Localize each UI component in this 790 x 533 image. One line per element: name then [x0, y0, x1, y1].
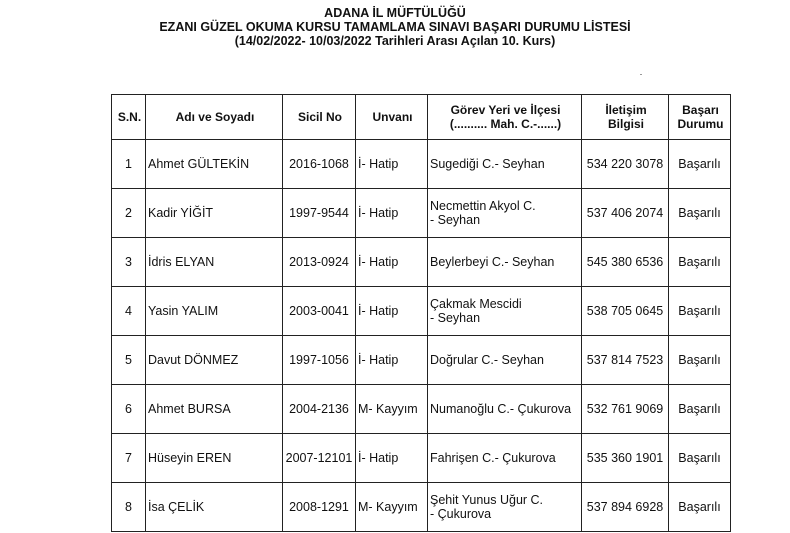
header-subtitle: EZANI GÜZEL OKUMA KURSU TAMAMLAMA SINAVI BAŞARI DURUMU LİSTESİ: [159, 20, 631, 34]
cell-sicil: 2007-12101: [283, 434, 356, 483]
cell-unvan: İ- Hatip: [356, 336, 428, 385]
table-body: [112, 140, 731, 532]
table-row: [112, 238, 731, 287]
cell-name: Yasin YALIM: [146, 287, 283, 336]
cell-iletisim: 535 360 1901: [582, 434, 669, 483]
table-row: [112, 287, 731, 336]
cell-durum: Başarılı: [669, 287, 731, 336]
header-date-range: (14/02/2022- 10/03/2022 Tarihleri Arası Açılan 10. Kurs): [234, 34, 556, 48]
cell-iletisim: 532 761 9069: [582, 385, 669, 434]
cell-unvan: İ- Hatip: [356, 189, 428, 238]
table-row: [112, 385, 731, 434]
col-sn-header: S.N.: [112, 95, 146, 140]
cell-iletisim: 537 814 7523: [582, 336, 669, 385]
cell-sn: 2: [112, 189, 146, 238]
cell-durum: Başarılı: [669, 385, 731, 434]
table-row: [112, 434, 731, 483]
cell-sn: 4: [112, 287, 146, 336]
col-durum-header: Başarı Durumu: [669, 95, 731, 140]
cell-sicil: 2004-2136: [283, 385, 356, 434]
cell-name: İsa ÇELİK: [146, 483, 283, 532]
cell-durum: Başarılı: [669, 336, 731, 385]
cell-unvan: M- Kayyım: [356, 483, 428, 532]
cell-sn: 7: [112, 434, 146, 483]
cell-gorev: Sugediği C.- Seyhan: [428, 140, 582, 189]
col-name-header: Adı ve Soyadı: [146, 95, 283, 140]
col-unvan-header: Unvanı: [356, 95, 428, 140]
scan-speck: [640, 74, 642, 75]
cell-iletisim: 538 705 0645: [582, 287, 669, 336]
cell-unvan: İ- Hatip: [356, 287, 428, 336]
cell-gorev: Doğrular C.- Seyhan: [428, 336, 582, 385]
header-title: ADANA İL MÜFTÜLÜĞÜ: [324, 6, 466, 20]
col-sicil-header: Sicil No: [283, 95, 356, 140]
cell-iletisim: 537 406 2074: [582, 189, 669, 238]
table-row: [112, 140, 731, 189]
cell-name: Ahmet BURSA: [146, 385, 283, 434]
cell-gorev: Necmettin Akyol C. - Seyhan: [428, 189, 582, 238]
cell-durum: Başarılı: [669, 189, 731, 238]
cell-gorev: Beylerbeyi C.- Seyhan: [428, 238, 582, 287]
cell-sn: 5: [112, 336, 146, 385]
cell-sicil: 1997-1056: [283, 336, 356, 385]
table-row: [112, 189, 731, 238]
cell-sn: 8: [112, 483, 146, 532]
cell-gorev: Fahrişen C.- Çukurova: [428, 434, 582, 483]
table-header-row: [112, 95, 731, 140]
cell-name: Kadir YİĞİT: [146, 189, 283, 238]
cell-sn: 1: [112, 140, 146, 189]
cell-unvan: İ- Hatip: [356, 434, 428, 483]
cell-iletisim: 534 220 3078: [582, 140, 669, 189]
col-gorev-header: Görev Yeri ve İlçesi (.......... Mah. C.-......): [428, 95, 582, 140]
cell-sicil: 2008-1291: [283, 483, 356, 532]
cell-gorev: Numanoğlu C.- Çukurova: [428, 385, 582, 434]
results-table: [111, 94, 731, 532]
cell-unvan: İ- Hatip: [356, 238, 428, 287]
cell-durum: Başarılı: [669, 434, 731, 483]
cell-sicil: 1997-9544: [283, 189, 356, 238]
cell-name: Davut DÖNMEZ: [146, 336, 283, 385]
cell-durum: Başarılı: [669, 483, 731, 532]
cell-gorev: Çakmak Mescidi - Seyhan: [428, 287, 582, 336]
cell-name: İdris ELYAN: [146, 238, 283, 287]
table-row: [112, 483, 731, 532]
cell-sicil: 2003-0041: [283, 287, 356, 336]
cell-unvan: M- Kayyım: [356, 385, 428, 434]
cell-sicil: 2013-0924: [283, 238, 356, 287]
cell-gorev: Şehit Yunus Uğur C. - Çukurova: [428, 483, 582, 532]
cell-name: Ahmet GÜLTEKİN: [146, 140, 283, 189]
col-iletisim-header: İletişim Bilgisi: [582, 95, 669, 140]
cell-unvan: İ- Hatip: [356, 140, 428, 189]
cell-sn: 6: [112, 385, 146, 434]
table-row: [112, 336, 731, 385]
cell-durum: Başarılı: [669, 140, 731, 189]
cell-sn: 3: [112, 238, 146, 287]
cell-durum: Başarılı: [669, 238, 731, 287]
cell-iletisim: 537 894 6928: [582, 483, 669, 532]
cell-sicil: 2016-1068: [283, 140, 356, 189]
cell-iletisim: 545 380 6536: [582, 238, 669, 287]
cell-name: Hüseyin EREN: [146, 434, 283, 483]
document-header: [0, 6, 790, 48]
